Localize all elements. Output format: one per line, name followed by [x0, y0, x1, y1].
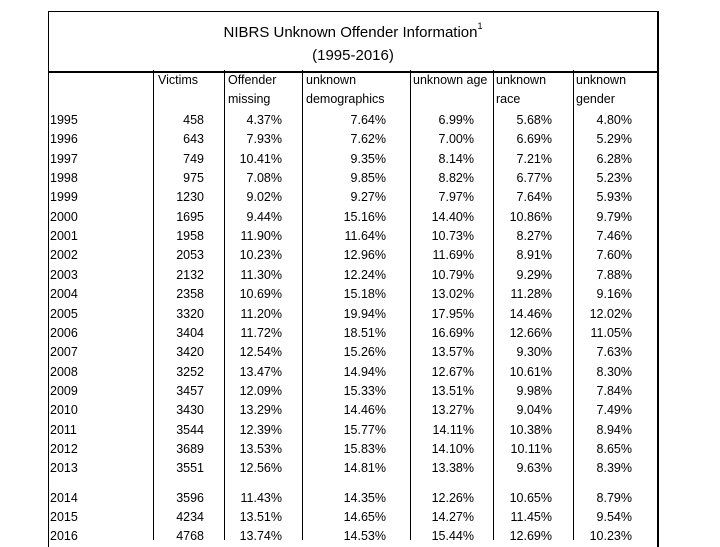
row-year: 2010: [50, 403, 78, 418]
table-cell: 8.91%: [516, 248, 552, 263]
table-cell: 12.66%: [509, 325, 552, 340]
table-cell: 11.05%: [590, 325, 632, 340]
row-year: 2002: [50, 248, 78, 263]
table-cell: 10.79%: [431, 267, 474, 282]
table-cell: 3544: [176, 422, 204, 437]
column-header: [576, 71, 626, 109]
column-header: [413, 71, 487, 90]
title-text: NIBRS Unknown Offender Information: [223, 24, 478, 41]
table-cell: 7.00%: [438, 132, 474, 147]
table-cell: 10.69%: [239, 287, 282, 302]
row-year: 2015: [50, 510, 78, 524]
title-box: [49, 12, 657, 73]
table-cell: 9.27%: [350, 190, 386, 205]
table-cell: 643: [183, 132, 204, 147]
table-cell: 975: [183, 171, 204, 186]
table-cell: 1695: [176, 209, 204, 224]
column-divider: [224, 70, 225, 540]
table-cell: 6.99%: [438, 113, 474, 127]
column-header-line: unknown: [576, 73, 627, 87]
table-cell: 4768: [176, 529, 204, 544]
table-cell: 12.54%: [239, 345, 282, 360]
column-header-line: unknown: [496, 73, 547, 87]
table-cell: 11.20%: [240, 306, 282, 321]
table-cell: 7.60%: [596, 248, 632, 263]
row-year: 2011: [50, 422, 77, 437]
table-cell: 14.46%: [509, 306, 552, 321]
table-cell: 15.44%: [431, 529, 474, 544]
column-divider: [153, 70, 154, 540]
table-cell: 7.21%: [516, 151, 552, 166]
column-header-line: demographics: [306, 92, 385, 106]
table-cell: 12.24%: [343, 267, 386, 282]
table-cell: 8.14%: [438, 151, 474, 166]
table-cell: 14.11%: [432, 422, 474, 437]
table-cell: 14.35%: [343, 490, 386, 505]
table-cell: 9.02%: [246, 190, 282, 205]
table-cell: 19.94%: [343, 306, 386, 321]
column-header-line: Offender: [228, 73, 277, 87]
table-cell: 14.53%: [343, 529, 386, 544]
table-cell: 10.65%: [509, 490, 552, 505]
table-cell: 1958: [176, 229, 204, 244]
row-year: 2008: [50, 364, 78, 379]
table-cell: 9.44%: [246, 209, 282, 224]
row-year: 2000: [50, 209, 78, 224]
column-header: [496, 71, 546, 109]
table-cell: 10.41%: [239, 151, 282, 166]
column-header: [158, 71, 198, 90]
table-cell: 6.28%: [596, 151, 632, 166]
table-cell: 14.46%: [343, 403, 386, 418]
column-divider: [573, 70, 574, 540]
table-cell: 7.08%: [246, 171, 282, 186]
table-cell: 10.11%: [510, 441, 552, 456]
table-cell: 3457: [176, 383, 204, 398]
table-cell: 3596: [176, 490, 204, 505]
column-header-line: race: [496, 92, 521, 106]
column-header-line: gender: [576, 92, 615, 106]
table-cell: 458: [183, 113, 204, 127]
table-cell: 9.98%: [516, 383, 552, 398]
table-cell: 9.04%: [516, 403, 552, 418]
table-cell: 7.64%: [350, 113, 386, 127]
row-year: 2012: [50, 441, 78, 456]
title-footnote: 1: [477, 21, 483, 31]
table-cell: 13.51%: [431, 383, 474, 398]
table-cell: 9.79%: [596, 209, 632, 224]
row-year: 2013: [50, 461, 78, 476]
table-cell: 9.30%: [516, 345, 552, 360]
table-cell: 3320: [176, 306, 204, 321]
table-cell: 15.16%: [343, 209, 386, 224]
table-cell: 3551: [176, 461, 204, 476]
table-cell: 11.69%: [432, 248, 474, 263]
row-year: 2014: [50, 490, 78, 505]
table-cell: 10.23%: [239, 248, 282, 263]
column-header: [306, 71, 385, 109]
table-cell: 14.94%: [343, 364, 386, 379]
row-year: 2009: [50, 383, 78, 398]
table-cell: 12.26%: [431, 490, 474, 505]
table-cell: 4.37%: [246, 113, 282, 127]
table-cell: 2358: [176, 287, 204, 302]
table-cell: 13.02%: [431, 287, 474, 302]
table-cell: 5.93%: [596, 190, 632, 205]
table-cell: 7.88%: [596, 267, 632, 282]
row-year: 2016: [50, 529, 78, 544]
table-cell: 11.90%: [240, 229, 282, 244]
table-cell: 12.02%: [589, 306, 632, 321]
table-cell: 3420: [176, 345, 204, 360]
column-header: [228, 71, 276, 109]
table-cell: 13.74%: [239, 529, 282, 544]
table-cell: 15.83%: [343, 441, 386, 456]
table-cell: 2053: [176, 248, 204, 263]
table-cell: 14.65%: [343, 510, 386, 524]
table-cell: 7.93%: [246, 132, 282, 147]
table-cell: 5.23%: [596, 171, 632, 186]
table-cell: 11.64%: [344, 229, 386, 244]
table-cell: 3252: [176, 364, 204, 379]
page-subtitle: (1995-2016): [312, 47, 394, 64]
table-cell: 7.84%: [596, 383, 632, 398]
table-cell: 12.67%: [431, 364, 474, 379]
table-cell: 6.69%: [516, 132, 552, 147]
column-header-line: Victims: [158, 73, 199, 87]
table-cell: 2132: [176, 267, 204, 282]
table-cell: 13.38%: [431, 461, 474, 476]
table-cell: 14.10%: [431, 441, 474, 456]
column-header-line: unknown age: [413, 73, 488, 87]
table-cell: 10.86%: [509, 209, 552, 224]
row-year: 1996: [50, 132, 78, 147]
table-cell: 4234: [176, 510, 204, 524]
row-year: 2004: [50, 287, 78, 302]
table-cell: 13.29%: [239, 403, 282, 418]
table-cell: 5.68%: [516, 113, 552, 127]
table-cell: 9.63%: [516, 461, 552, 476]
table-cell: 15.18%: [343, 287, 386, 302]
column-divider: [493, 70, 494, 540]
table-cell: 1230: [176, 190, 204, 205]
table-cell: 10.38%: [509, 422, 552, 437]
table-cell: 9.16%: [596, 287, 632, 302]
table-cell: 8.39%: [596, 461, 632, 476]
table-cell: 9.29%: [516, 267, 552, 282]
row-year: 2003: [50, 267, 78, 282]
table-cell: 9.35%: [350, 151, 386, 166]
table-cell: 8.30%: [596, 364, 632, 379]
table-cell: 10.61%: [509, 364, 552, 379]
table-cell: 7.62%: [350, 132, 386, 147]
table-cell: 12.96%: [343, 248, 386, 263]
table-cell: 11.30%: [240, 267, 282, 282]
table-cell: 6.77%: [516, 171, 552, 186]
table-cell: 12.39%: [239, 422, 282, 437]
column-header-line: missing: [228, 92, 271, 106]
table-cell: 11.72%: [240, 325, 282, 340]
table-cell: 15.77%: [343, 422, 386, 437]
table-cell: 12.56%: [239, 461, 282, 476]
table-cell: 13.53%: [239, 441, 282, 456]
table-cell: 7.64%: [516, 190, 552, 205]
table-cell: 14.81%: [343, 461, 386, 476]
row-year: 1998: [50, 171, 78, 186]
table-cell: 3689: [176, 441, 204, 456]
table-cell: 13.27%: [431, 403, 474, 418]
row-year: 1999: [50, 190, 78, 205]
table-cell: 5.29%: [596, 132, 632, 147]
table-cell: 12.09%: [239, 383, 282, 398]
table-cell: 9.54%: [596, 510, 632, 524]
table-cell: 11.28%: [510, 287, 552, 302]
table-cell: 749: [183, 151, 204, 166]
row-year: 1995: [50, 113, 78, 127]
page-title: [49, 23, 657, 41]
table-cell: 3430: [176, 403, 204, 418]
table-cell: 15.26%: [343, 345, 386, 360]
table-cell: 8.94%: [596, 422, 632, 437]
column-header-line: unknown: [306, 73, 357, 87]
table-cell: 7.46%: [596, 229, 632, 244]
table-cell: 18.51%: [343, 325, 386, 340]
table-cell: 8.27%: [516, 229, 552, 244]
table-cell: 8.82%: [438, 171, 474, 186]
table-cell: 14.40%: [431, 209, 474, 224]
column-divider: [302, 70, 303, 540]
table-cell: 17.95%: [431, 306, 474, 321]
table-cell: 4.80%: [596, 113, 632, 127]
table-cell: 9.85%: [350, 171, 386, 186]
table-cell: 3404: [176, 325, 204, 340]
table-cell: 16.69%: [431, 325, 474, 340]
table-cell: 11.43%: [240, 490, 282, 505]
table-cell: 12.69%: [509, 529, 552, 544]
table-cell: 13.47%: [239, 364, 282, 379]
row-year: 2005: [50, 306, 78, 321]
table-cell: 13.57%: [431, 345, 474, 360]
row-year: 2007: [50, 345, 78, 360]
table-cell: 14.27%: [431, 510, 474, 524]
row-year: 2006: [50, 325, 78, 340]
row-year: 1997: [50, 151, 78, 166]
table-cell: 11.45%: [510, 510, 552, 524]
table-cell: 13.51%: [239, 510, 282, 524]
table-cell: 7.63%: [596, 345, 632, 360]
column-divider: [410, 70, 411, 540]
table-cell: 8.65%: [596, 441, 632, 456]
table-cell: 10.23%: [589, 529, 632, 544]
table-cell: 10.73%: [431, 229, 474, 244]
table-cell: 8.79%: [596, 490, 632, 505]
table-cell: 7.49%: [596, 403, 632, 418]
table-cell: 15.33%: [343, 383, 386, 398]
table-cell: 7.97%: [438, 190, 474, 205]
row-year: 2001: [50, 229, 78, 244]
